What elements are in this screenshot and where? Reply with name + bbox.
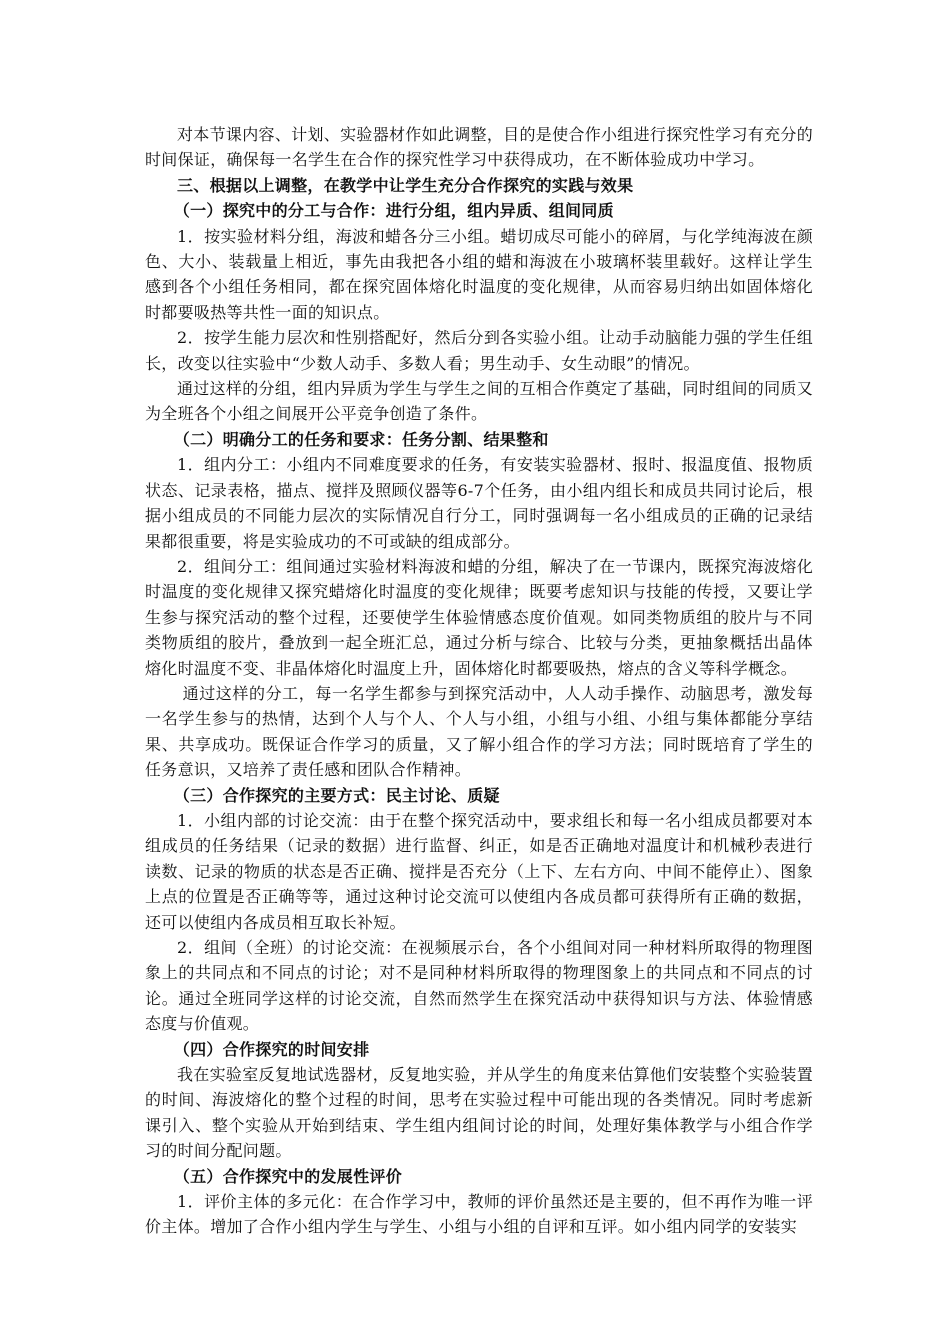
paragraph-time-arrangement: 我在实验室反复地试选器材，反复地实验，并从学生的角度来估算他们安装整个实验装置的时间、海波熔化的整个过程的时间，思考在实验过程中可能出现的各类情况。同时考虑新课引入、整个实验从开始到结束、学生组内组间讨论的时间，处理好集体教学与小组合作学习的时间分配问题。 [145,1065,813,1161]
paragraph-grouping-summary: 通过这样的分组，组内异质为学生与学生之间的互相合作奠定了基础，同时组间的同质又为全班各个小组之间展开公平竞争创造了条件。 [145,379,813,424]
subheading-3: （三）合作探究的主要方式：民主讨论、质疑 [173,785,500,805]
subheading-4: （四）合作探究的时间安排 [173,1039,370,1059]
section-heading-3: 三、根据以上调整，在教学中让学生充分合作探究的实践与效果 [177,175,634,195]
document-page [145,122,813,1240]
paragraph-grouping-by-ability: 2．按学生能力层次和性别搭配好，然后分到各实验小组。让动手动脑能力强的学生任组长，改变以往实验中“少数人动手、多数人看；男生动手、女生动眼”的情况。 [145,328,813,373]
paragraph-intra-group-division: 1．组内分工：小组内不同难度要求的任务，有安装实验器材、报时、报温度值、报物质状态、记录表格，描点、搅拌及照顾仪器等6-7个任务，由小组内组长和成员共同讨论后，根据小组成员的不同能力层次的实际情况自行分工，同时强调每一名小组成员的正确的记录结果都很重要，将是实验成功的不可或缺的组成部分。 [145,455,813,551]
subheading-1: （一）探究中的分工与合作：进行分组，组内异质、组间同质 [173,201,614,221]
subheading-2: （二）明确分工的任务和要求：任务分割、结果整和 [173,429,549,449]
paragraph-division-summary: 通过这样的分工，每一名学生都参与到探究活动中，人人动手操作、动脑思考，激发每一名学生参与的热情，达到个人与个人、个人与小组，小组与小组、小组与集体都能分享结果、共享成功。既保证合作学习的质量，又了解小组合作的学习方法；同时既培育了学生的任务意识，又培养了责任感和团队合作精神。 [145,683,813,780]
paragraph-evaluation-subjects: 1．评价主体的多元化：在合作学习中，教师的评价虽然还是主要的，但不再作为唯一评价主体。增加了合作小组内学生与学生、小组与小组的自评和互评。如小组内同学的安装实 [145,1192,813,1237]
paragraph-grouping-by-material: 1．按实验材料分组，海波和蜡各分三小组。蜡切成尽可能小的碎屑，与化学纯海波在颜色、大小、装载量上相近，事先由我把各小组的蜡和海波在小玻璃杯装里载好。这样让学生感到各个小组任务相同，都在探究固体熔化时温度的变化规律，从而容易归纳出如固体熔化时都要吸热等共性一面的知识点。 [145,226,813,322]
paragraph-adjustment-purpose: 对本节课内容、计划、实验器材作如此调整，目的是使合作小组进行探究性学习有充分的时间保证，确保每一名学生在合作的探究性学习中获得成功，在不断体验成功中学习。 [145,125,813,170]
subheading-5: （五）合作探究中的发展性评价 [173,1166,402,1186]
paragraph-intra-group-discussion: 1．小组内部的讨论交流：由于在整个探究活动中，要求组长和每一名小组成员都要对本组成员的任务结果（记录的数据）进行监督、纠正，如是否正确地对温度计和机械秒表进行读数、记录的物质的状态是否正确、搅拌是否充分（上下、左右方向、中间不能停止）、图象上点的位置是否正确等等，通过这种讨论交流可以使组内各成员都可获得所有正确的数据，还可以使组内各成员相互取长补短。 [145,810,813,932]
paragraph-class-discussion: 2．组间（全班）的讨论交流：在视频展示台，各个小组间对同一种材料所取得的物理图象上的共同点和不同点的讨论；对不是同种材料所取得的物理图象上的共同点和不同点的讨论。通过全班同学这样的讨论交流，自然而然学生在探究活动中获得知识与方法、体验情感态度与价值观。 [145,938,813,1034]
paragraph-inter-group-division: 2．组间分工：组间通过实验材料海波和蜡的分组，解决了在一节课内，既探究海波熔化时温度的变化规律又探究蜡熔化时温度的变化规律；既要考虑知识与技能的传授，又要让学生参与探究活动的整个过程，还要使学生体验情感态度价值观。如同类物质组的胶片与不同类物质组的胶片，叠放到一起全班汇总，通过分析与综合、比较与分类，更抽象概括出晶体熔化时温度不变、非晶体熔化时温度上升，固体熔化时都要吸热，熔点的含义等科学概念。 [145,556,813,678]
